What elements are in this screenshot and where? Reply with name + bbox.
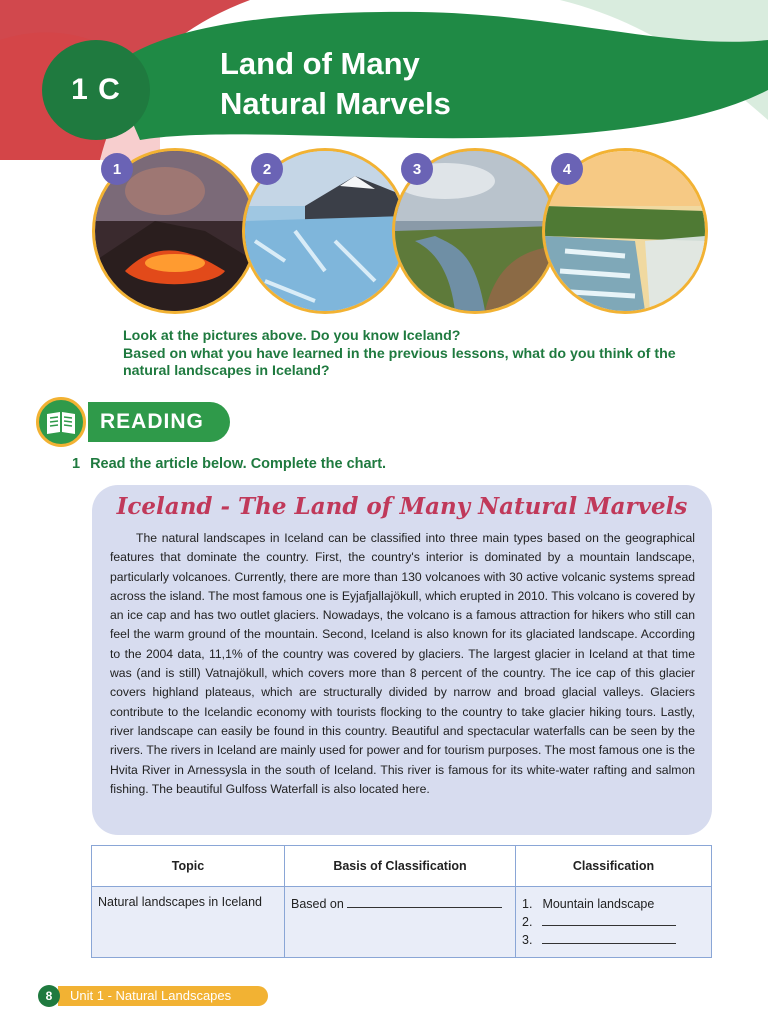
footer-unit-label: Unit 1 - Natural Landscapes (58, 986, 268, 1006)
topic-cell: Natural landscapes in Iceland (92, 887, 285, 958)
page-title-line1: Land of Many (220, 46, 420, 81)
task-text: Read the article below. Complete the chart. (90, 456, 387, 472)
item-number-2: 2. (522, 915, 533, 929)
picture-number-3: 3 (401, 153, 433, 185)
reading-heading (88, 402, 230, 442)
basis-blank[interactable] (347, 895, 502, 908)
header-topic: Topic (92, 846, 285, 887)
item-number-1: 1. (522, 897, 533, 911)
task-instruction (72, 456, 396, 472)
item-blank-3[interactable] (542, 931, 676, 944)
warmup-question (123, 328, 683, 381)
basis-cell (285, 887, 516, 958)
picture-number-1: 1 (101, 153, 133, 185)
chart-row (92, 887, 712, 958)
header-basis: Basis of Classification (285, 846, 516, 887)
page-title-line2: Natural Marvels (220, 86, 451, 121)
basis-prefix: Based on (291, 897, 344, 911)
classification-item-1 (522, 895, 705, 913)
classification-chart (91, 845, 712, 958)
classification-item-2 (522, 913, 705, 931)
item-text-1: Mountain landscape (542, 897, 655, 911)
chart-header-row (92, 846, 712, 887)
article-body: The natural landscapes in Iceland can be classified into three main types based on the geographical features that dominate the country. First, the country's interior is dominated by a mountain landscape, particularly volcanoes. Currently, there are more than 130 volcanoes with 30 active volcanic systems spread across the island. The most famous one is Eyjafjallajökull, which erupted in 2010. This volcano is covered by an ice cap and has two outlet glaciers. Nowadays, the volcano is a famous attraction for hikers who still can feel the warm ground of the mountain. Second, Iceland is also known for its glaciated landscape. According to the 2004 data, 11,1% of the country was covered by glaciers. The largest glacier in Iceland at that time was (and is still) Vatnajökull, which covers more than 8 percent of the country. The ice cap of this glacier covers highland plateaus, which are structurally divided by narrow and broad glacial valleys. Glaciers contribute to the Icelandic economy with tourists flocking to the country to take glacier hiking tours. Lastly, river landscape can easily be found in this country. Beautiful and spectacular waterfalls can be seen by the rivers. The rivers in Iceland are mainly used for power and for tourism purposes. The most famous one is the Hvita River in Arnessysla in the south of Iceland. This river is famous for its white-water rafting and salmon fishing. The beautiful Gulfoss Waterfall is also located here. (110, 531, 695, 796)
question-line2: Based on what you have learned in the previous lessons, what do you think of the natural landscapes in Iceland? (123, 345, 676, 379)
book-icon (36, 397, 86, 447)
reading-label: READING (100, 410, 204, 433)
picture-number-4: 4 (551, 153, 583, 185)
question-line1: Look at the pictures above. Do you know Iceland? (123, 328, 461, 344)
picture-number-2: 2 (251, 153, 283, 185)
header-classification: Classification (516, 846, 712, 887)
page-title (220, 44, 451, 124)
article-title: Iceland - The Land of Many Natural Marvels (116, 493, 688, 520)
classification-cell (516, 887, 712, 958)
unit-badge: 1 C (42, 40, 150, 140)
page-number: 8 (38, 985, 60, 1007)
classification-item-3 (522, 931, 705, 949)
task-number: 1 (72, 456, 81, 472)
item-blank-2[interactable] (542, 913, 676, 926)
item-number-3: 3. (522, 933, 533, 947)
